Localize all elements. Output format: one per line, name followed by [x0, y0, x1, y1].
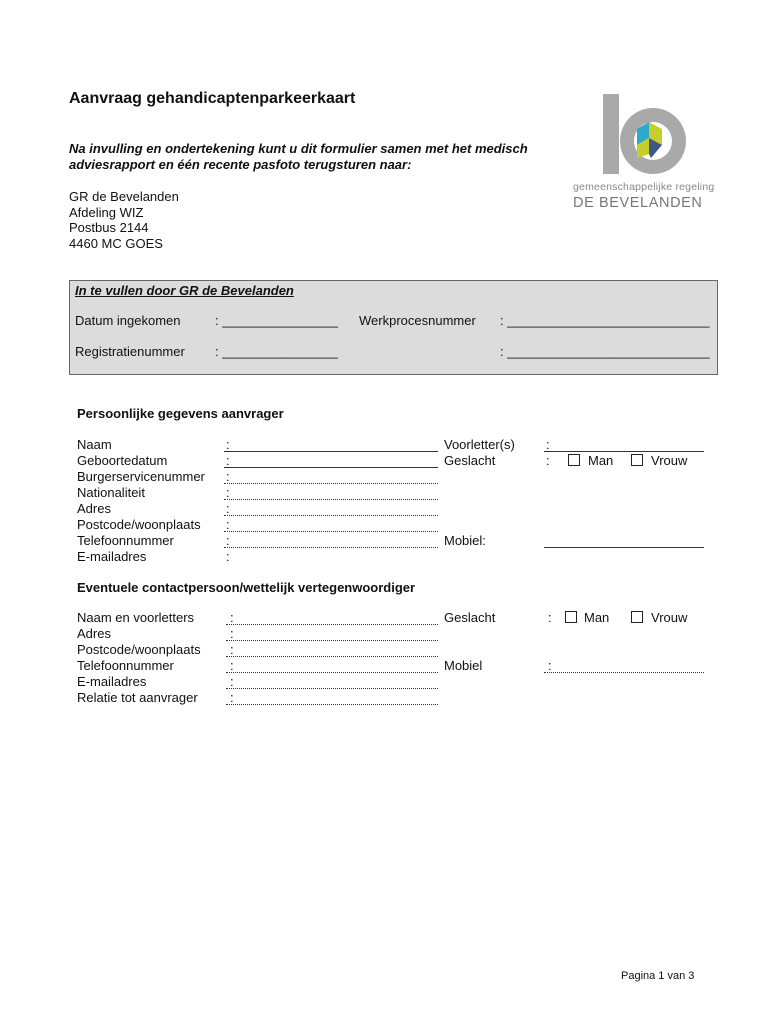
page-title: Aanvraag gehandicaptenparkeerkaart	[69, 90, 356, 107]
contact-heading: Eventuele contactpersoon/wettelijk vertegenwoordiger	[77, 580, 416, 595]
address-line: Afdeling WIZ	[69, 204, 144, 220]
contact-telefoon-input-line[interactable]	[226, 672, 438, 673]
address-line: GR de Bevelanden	[69, 189, 179, 204]
voorletters-input-line[interactable]	[544, 451, 704, 452]
adres-input-line[interactable]	[224, 515, 438, 516]
voorletters-label: Voorletter(s)	[444, 437, 515, 452]
registratie-extra-field[interactable]: : ____________________________	[500, 344, 710, 359]
colon: :	[226, 437, 230, 452]
colon: :	[548, 610, 552, 625]
nationaliteit-input-line[interactable]	[224, 499, 438, 500]
vrouw-label: Vrouw	[651, 453, 688, 468]
applicant-heading: Persoonlijke gegevens aanvrager	[77, 406, 284, 421]
logo-name: DE BEVELANDEN	[573, 195, 703, 211]
contact-naam-label: Naam en voorletters	[77, 610, 195, 625]
contact-geslacht-label: Geslacht	[444, 610, 496, 625]
datum-ingekomen-field[interactable]: : ________________	[215, 313, 338, 328]
colon: :	[230, 626, 234, 641]
contact-vrouw-checkbox[interactable]	[631, 611, 643, 623]
contact-adres-input-line[interactable]	[226, 640, 438, 641]
contact-postcode-label: Postcode/woonplaats	[77, 642, 201, 657]
colon: :	[548, 658, 552, 673]
contact-man-checkbox[interactable]	[565, 611, 577, 623]
contact-telefoon-label: Telefoonnummer	[77, 658, 174, 673]
vrouw-checkbox[interactable]	[631, 454, 643, 466]
contact-naam-input-line[interactable]	[226, 624, 438, 625]
werkprocesnummer-label: Werkprocesnummer	[359, 313, 476, 328]
colon: :	[226, 485, 230, 500]
contact-postcode-input-line[interactable]	[226, 656, 438, 657]
geboortedatum-input-line[interactable]	[224, 467, 438, 468]
contact-adres-label: Adres	[77, 626, 111, 641]
contact-man-label: Man	[584, 610, 610, 625]
office-box-title: In te vullen door GR de Bevelanden	[75, 283, 294, 298]
werkprocesnummer-field[interactable]: : ____________________________	[500, 313, 710, 328]
colon: :	[230, 642, 234, 657]
registratienummer-field[interactable]: : ________________	[215, 344, 338, 359]
return-address	[69, 189, 179, 251]
email-label: E-mailadres	[77, 549, 147, 564]
colon: :	[226, 453, 230, 468]
colon: :	[546, 453, 550, 468]
logo-subtitle: gemeenschappelijke regeling	[573, 181, 715, 193]
colon: :	[226, 517, 230, 532]
bsn-label: Burgerservicenummer	[77, 469, 205, 484]
man-label: Man	[588, 453, 614, 468]
intro-text: Na invulling en ondertekening kunt u dit formulier samen met het medisch adviesrapport en één recente pasfoto terugsturen naar:	[69, 141, 528, 172]
mobiel-label: Mobiel:	[444, 533, 486, 548]
man-checkbox[interactable]	[568, 454, 580, 466]
colon: :	[230, 674, 234, 689]
adres-label: Adres	[77, 501, 111, 516]
registratienummer-label: Registratienummer	[75, 344, 185, 359]
colon: :	[226, 501, 230, 516]
postcode-label: Postcode/woonplaats	[77, 517, 201, 532]
colon: :	[226, 469, 230, 484]
naam-label: Naam	[77, 437, 112, 452]
geslacht-label: Geslacht	[444, 453, 496, 468]
colon: :	[230, 690, 234, 705]
geboortedatum-label: Geboortedatum	[77, 453, 168, 468]
bsn-input-line[interactable]	[224, 483, 438, 484]
colon: :	[230, 658, 234, 673]
contact-vrouw-label: Vrouw	[651, 610, 688, 625]
page-number: Pagina 1 van 3	[621, 970, 695, 982]
contact-email-label: E-mailadres	[77, 674, 147, 689]
colon: :	[226, 533, 230, 548]
contact-mobiel-input-line[interactable]	[544, 672, 704, 673]
address-line: Postbus 2144	[69, 220, 149, 235]
contact-relatie-label: Relatie tot aanvrager	[77, 690, 198, 705]
contact-email-input-line[interactable]	[226, 688, 438, 689]
naam-input-line[interactable]	[224, 451, 438, 452]
nationaliteit-label: Nationaliteit	[77, 485, 145, 500]
contact-relatie-input-line[interactable]	[226, 704, 438, 705]
telefoon-input-line[interactable]	[224, 547, 438, 548]
contact-mobiel-label: Mobiel	[444, 658, 483, 673]
datum-ingekomen-label: Datum ingekomen	[75, 313, 181, 328]
colon: :	[546, 437, 550, 452]
address-line: 4460 MC GOES	[69, 235, 163, 251]
colon: :	[226, 549, 230, 564]
postcode-input-line[interactable]	[224, 531, 438, 532]
mobiel-input-line[interactable]	[544, 547, 704, 548]
colon: :	[230, 610, 234, 625]
telefoon-label: Telefoonnummer	[77, 533, 174, 548]
